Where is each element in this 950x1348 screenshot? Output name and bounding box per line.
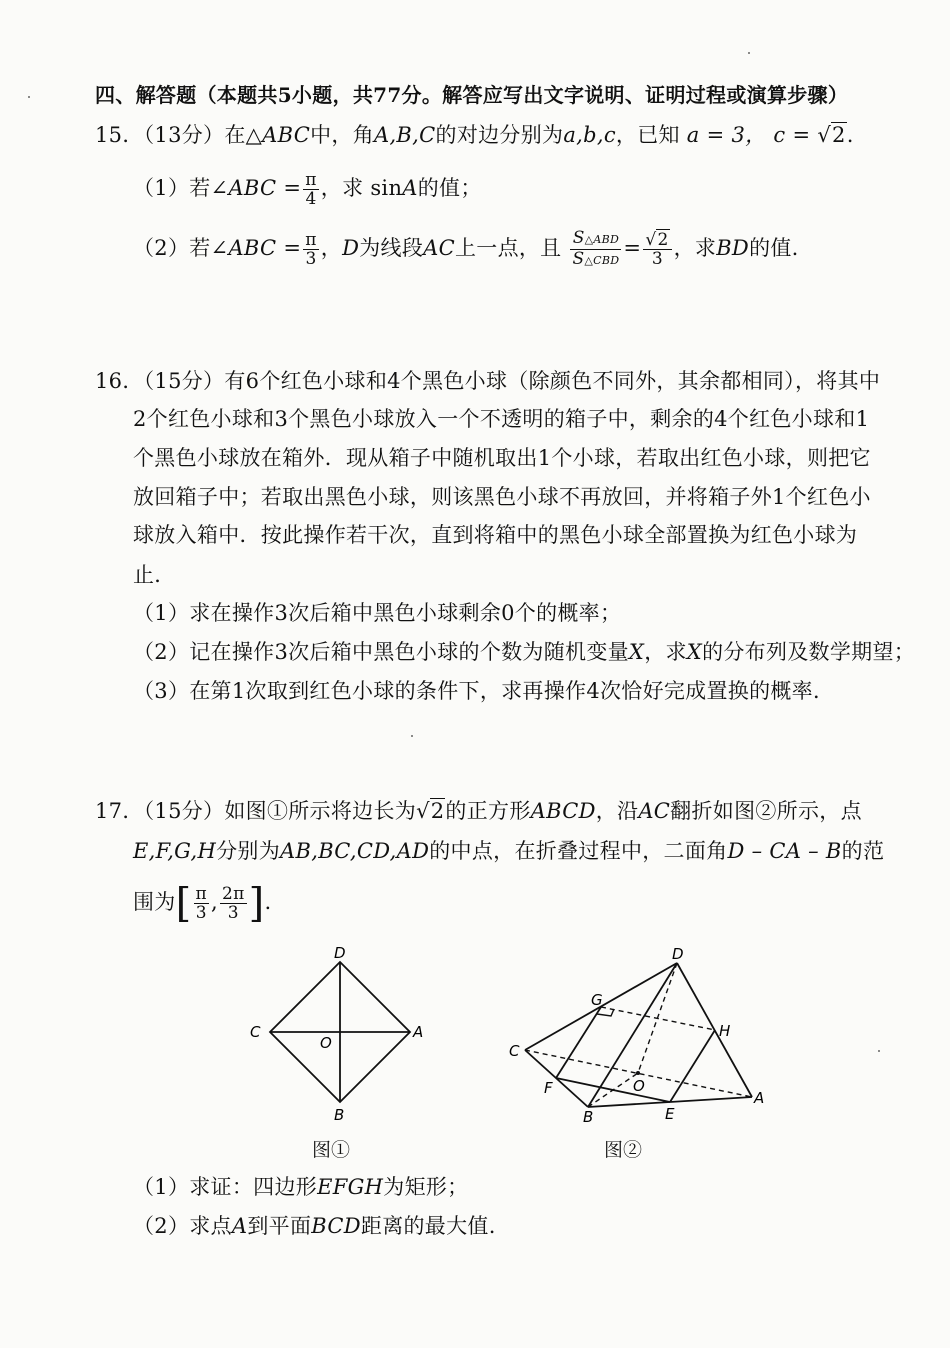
- q15-stem: [95, 120, 854, 150]
- q16-text: （2）记在操作3次后箱中黑色小球的个数为随机变量: [133, 640, 629, 664]
- q17-text: 如图①所示将边长为: [224, 799, 417, 823]
- q15-sqrt-radicand: 2: [832, 123, 846, 147]
- sqrt-symbol: √2: [645, 230, 669, 250]
- q17-BCD: BCD: [311, 1214, 361, 1238]
- q15-text: 在△: [224, 123, 263, 147]
- q17-part1: [133, 1172, 468, 1202]
- q15-p1-label: （1）若∠: [133, 176, 229, 200]
- fig2-hidden-BO: [588, 1073, 638, 1107]
- q15-text: ，求 sin: [320, 176, 403, 200]
- fraction-numerator: 2π: [221, 884, 245, 904]
- q17-text: ，沿: [595, 799, 639, 823]
- figure-1-square: [240, 940, 440, 1130]
- scan-speck: [411, 735, 413, 737]
- q16-text: 的分布列及数学期望；: [702, 640, 916, 664]
- q15-text: 上一点，且: [454, 236, 562, 260]
- q17-EFGH: EFGH: [317, 1175, 384, 1199]
- q17-range-lower: [194, 885, 209, 922]
- figure-1-caption: 图①: [312, 1139, 351, 1161]
- q15-area-ratio: [570, 229, 621, 270]
- q17-score: （15分）: [143, 799, 225, 823]
- fig2-point-O: [636, 1071, 640, 1075]
- bracket-left: [: [175, 880, 192, 927]
- q16-X: X: [628, 640, 645, 664]
- q16-text: 止．: [133, 563, 176, 587]
- q15-c-value: c =: [773, 123, 818, 147]
- fraction-numerator: [643, 231, 671, 250]
- fig2-label-O: O: [633, 1077, 645, 1095]
- q15-p2-BD: BD: [716, 236, 750, 260]
- q16-X: X: [686, 640, 703, 664]
- q17-text: （1）求证：四边形: [133, 1175, 318, 1199]
- q16-text: 2个红色小球和3个黑色小球放入一个不透明的箱子中，剩余的4个红色小球和1: [133, 407, 870, 431]
- q15-text: 的值；: [417, 176, 482, 200]
- fig2-label-E: E: [665, 1105, 675, 1123]
- fig2-label-C: C: [509, 1042, 520, 1060]
- fraction-numerator: π: [195, 884, 207, 904]
- q16-text: 球放入箱中．按此操作若干次，直到将箱中的黑色小球全部置换为红色小球为: [133, 523, 858, 547]
- q16-part2: [133, 637, 915, 667]
- area-symbol: S: [572, 249, 585, 269]
- q15-score: （13分）: [143, 123, 225, 147]
- fig2-label-B: B: [583, 1108, 594, 1125]
- fig1-label-O: O: [320, 1034, 332, 1052]
- q15-triangle: ABC: [262, 123, 311, 147]
- q15-text: ，已知: [615, 123, 680, 147]
- area-ratio-numerator: [570, 229, 621, 250]
- fig2-seg-FG: [556, 1007, 601, 1078]
- q15-p2-D: D: [342, 236, 360, 260]
- scan-speck: [878, 1050, 880, 1052]
- fraction-numerator: π: [305, 170, 317, 190]
- fraction-denominator: 3: [305, 249, 317, 269]
- sqrt-symbol: √2: [817, 123, 846, 147]
- area-ratio-denominator: [570, 250, 621, 270]
- q16-text: 个黑色小球放在箱外．现从箱子中随机取出1个小球，若取出红色小球，则把它: [133, 446, 871, 470]
- q16-text: 有6个红色小球和4个黑色小球（除颜色不同外，其余都相同），将其中: [224, 369, 881, 393]
- q17-line3: 围为[ $\frac{\pi}{3}$ , $\frac{2\pi}{3}$ ].: [133, 880, 272, 927]
- q15-text: .: [846, 123, 854, 147]
- q17-text: 翻折如图②所示，点: [670, 799, 862, 823]
- fig2-seg-EH: [670, 1030, 715, 1102]
- q17-AC: AC: [638, 799, 671, 823]
- q15-equals: =: [623, 236, 642, 260]
- q17-text: 的范: [841, 839, 885, 863]
- bracket-right: ]: [248, 880, 265, 927]
- q17-text: 为矩形；: [383, 1175, 469, 1199]
- sqrt-radicand: 2: [657, 230, 669, 250]
- q16-line6: [133, 560, 176, 590]
- sqrt-symbol: √2: [416, 799, 445, 823]
- q15-p1-fraction: [303, 171, 318, 208]
- q15-p1-A: A: [402, 176, 418, 200]
- q16-line3: [133, 443, 871, 473]
- q17-A: A: [231, 1214, 248, 1238]
- q17-dihedral-angle: D – CA – B: [727, 839, 842, 863]
- fraction-numerator: π: [305, 230, 317, 250]
- q16-score: （15分）: [143, 369, 225, 393]
- scan-speck: [748, 52, 750, 54]
- area-subscript-cbd: △CBD: [584, 254, 620, 267]
- fig2-label-D: D: [672, 945, 684, 963]
- q15-p2-label: （2）若∠: [133, 236, 229, 260]
- q16-text: 放回箱子中；若取出黑色小球，则该黑色小球不再放回，并将箱子外1个红色小: [133, 485, 871, 509]
- q17-segments: AB,BC,CD,AD: [280, 839, 430, 863]
- q15-angles: A,B,C: [373, 123, 436, 147]
- scan-speck: [28, 96, 30, 98]
- q16-number: 16．: [95, 369, 144, 393]
- q17-part2: [133, 1211, 496, 1241]
- q16-line4: [133, 482, 871, 512]
- q15-ratio-value: [643, 231, 671, 268]
- q15-text: 为线段: [359, 236, 424, 260]
- section-heading-text: 四、解答题（本题共5小题，共77分。解答应写出文字说明、证明过程或演算步骤）: [95, 83, 849, 107]
- q17-text: 围为: [133, 890, 176, 914]
- area-symbol: S: [572, 228, 585, 248]
- area-subscript-abd: △ABD: [584, 233, 620, 246]
- q17-text: .: [264, 890, 272, 914]
- fraction-denominator: 3: [651, 249, 663, 269]
- fig2-label-F: F: [544, 1079, 553, 1097]
- q15-sides: a,b,c: [563, 123, 616, 147]
- q15-part1: [133, 168, 482, 208]
- q15-p2-fraction: [303, 231, 318, 268]
- q16-line5: [133, 520, 857, 550]
- q15-p1-angle: ABC =: [228, 176, 302, 200]
- q17-text: 分别为: [216, 839, 281, 863]
- figure-2-folded: [500, 945, 780, 1125]
- q17-text: 的中点，在折叠过程中，二面角: [429, 839, 728, 863]
- q16-text: （1）求在操作3次后箱中黑色小球剩余0个的概率；: [133, 601, 622, 625]
- q16-line1: [95, 366, 880, 396]
- q15-part2: [133, 228, 799, 270]
- q15-p2-AC: AC: [423, 236, 455, 260]
- q15-a-value: a = 3，: [686, 123, 767, 147]
- q17-square-ABCD: ABCD: [530, 799, 596, 823]
- q15-text: ，求: [673, 236, 717, 260]
- fig1-label-C: C: [250, 1023, 261, 1041]
- q16-text: （3）在第1次取到红色小球的条件下，求再操作4次恰好完成置换的概率．: [133, 679, 835, 703]
- q17-points: E,F,G,H: [133, 839, 217, 863]
- fraction-denominator: 3: [227, 903, 239, 923]
- q17-text: 距离的最大值.: [360, 1214, 496, 1238]
- section-heading: [95, 80, 848, 110]
- q17-number: 17．: [95, 799, 144, 823]
- sqrt-radicand: 2: [430, 799, 445, 823]
- fig2-label-G: G: [591, 991, 603, 1009]
- q17-text: 的正方形: [445, 799, 531, 823]
- q15-p2-angle: ABC =: [228, 236, 302, 260]
- fig1-label-B: B: [334, 1106, 345, 1124]
- q17-text: （2）求点: [133, 1214, 232, 1238]
- q15-text: 中，角: [310, 123, 374, 147]
- q16-part1: [133, 598, 621, 628]
- figure-2-caption: 图②: [604, 1139, 643, 1161]
- fraction-denominator: 3: [195, 903, 207, 923]
- fraction-denominator: 4: [305, 189, 317, 209]
- q16-text: ，求: [644, 640, 687, 664]
- q17-range-upper: [220, 885, 247, 922]
- q15-number: 15．: [95, 123, 144, 147]
- fig1-label-A: A: [413, 1023, 424, 1041]
- q17-text: 到平面: [247, 1214, 312, 1238]
- fig2-label-H: H: [719, 1022, 731, 1040]
- fig1-label-D: D: [334, 944, 346, 962]
- q16-part3: [133, 676, 834, 706]
- q17-line1: [95, 796, 862, 826]
- q17-line2: [133, 836, 884, 866]
- q15-text: ，: [320, 236, 343, 260]
- q15-text: 的值.: [749, 236, 799, 260]
- q16-line2: [133, 404, 869, 434]
- q15-text: 的对边分别为: [435, 123, 564, 147]
- fig2-label-A: A: [754, 1089, 765, 1107]
